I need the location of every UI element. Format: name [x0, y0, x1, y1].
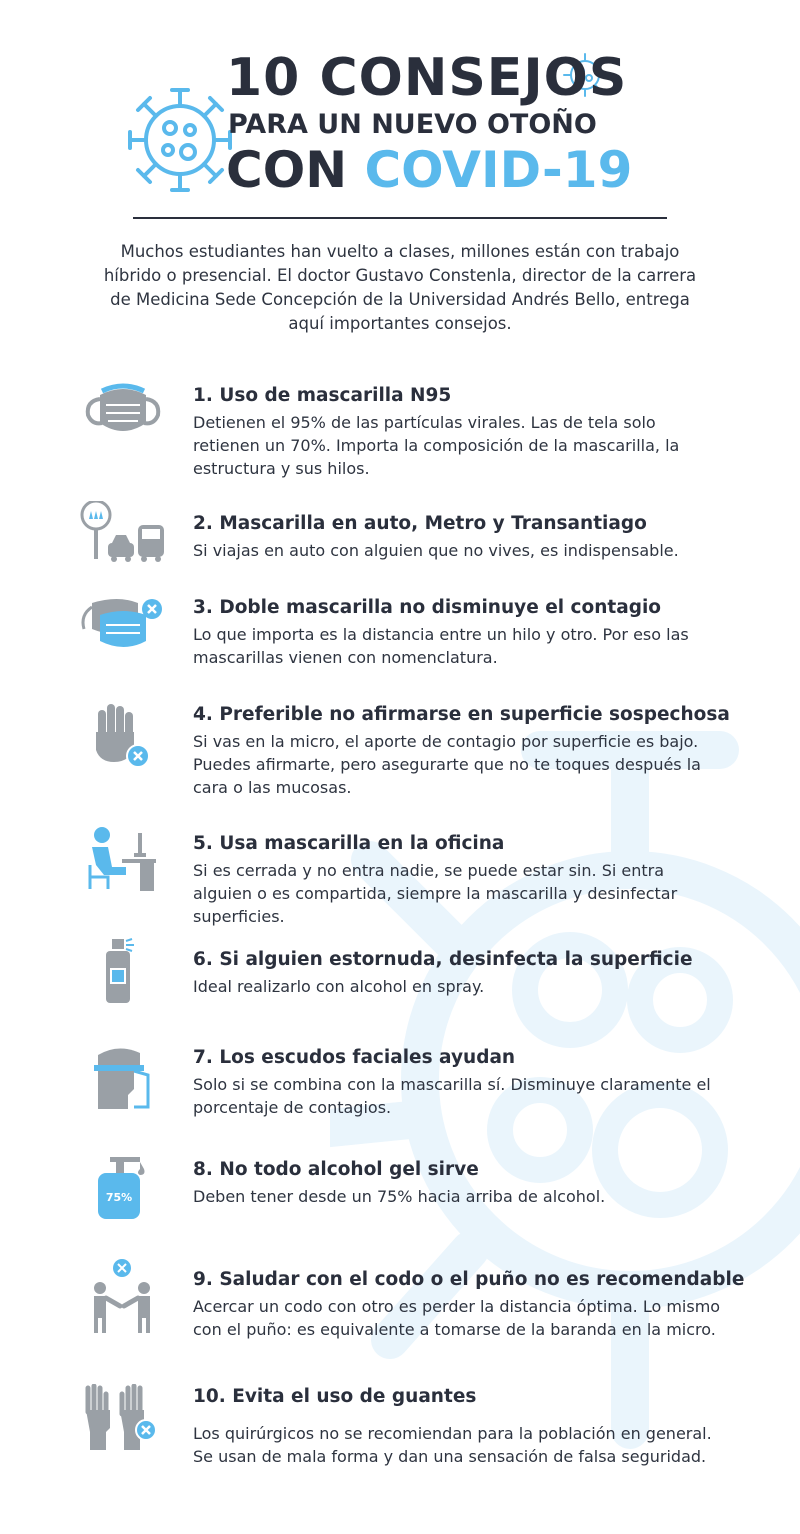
title-line-2: PARA UN NUEVO OTOÑO [228, 109, 597, 140]
tip-body: Ideal realizarlo con alcohol en spray. [193, 977, 485, 996]
tip-title: 6. Si alguien estornuda, desinfecta la superficie [193, 949, 693, 970]
title-line-3-prefix: CON [226, 141, 365, 199]
tip-body: Acercar un codo con otro es perder la distancia óptima. Lo mismo con el puño: es equivalente a tomarse de la baranda en la micro. [193, 1297, 721, 1339]
face-mask-icon [78, 383, 168, 453]
title-highlight: COVID-19 [364, 141, 633, 199]
tip-title: 9. Saludar con el codo o el puño no es recomendable [193, 1269, 745, 1290]
tip-body: Deben tener desde un 75% hacia arriba de alcohol. [193, 1187, 606, 1206]
tip-body: Solo si se combina con la mascarilla sí. Disminuye claramente el porcentaje de contagios. [193, 1075, 711, 1117]
header-divider [133, 217, 667, 219]
double-mask-icon [78, 595, 168, 665]
tip-body: Los quirúrgicos no se recomiendan para la población en general. Se usan de mala forma y dan una sensación de falsa seguridad. [193, 1424, 712, 1466]
tip-title: 8. No todo alcohol gel sirve [193, 1159, 479, 1180]
office-worker-icon [78, 825, 168, 895]
spray-icon [78, 937, 168, 1007]
elbow-greeting-icon [78, 1253, 168, 1333]
tip-body: Si es cerrada y no entra nadie, se puede estar sin. Si entra alguien o es compartida, siempre la mascarilla y desinfectar superficies. [193, 861, 678, 926]
tip-title: 2. Mascarilla en auto, Metro y Transantiago [193, 513, 647, 534]
tip-title: 7. Los escudos faciales ayudan [193, 1047, 516, 1068]
tip-title: 3. Doble mascarilla no disminuye el contagio [193, 597, 661, 618]
tip-body: Lo que importa es la distancia entre un hilo y otro. Por eso las mascarillas vienen con nomenclatura. [193, 625, 689, 667]
title-line-3 [226, 140, 632, 200]
intro-paragraph: Muchos estudiantes han vuelto a clases, millones están con trabajo híbrido o presencial. El doctor Gustavo Constenla, director de la carrera de Medicina Sede Concepción de la Universidad Andrés Bello, entrega aquí importantes consejos. [103, 242, 697, 333]
transport-icon [78, 501, 168, 571]
sanitizer-label: 75% [105, 1191, 133, 1204]
tip-body: Si viajas en auto con alguien que no vives, es indispensable. [193, 541, 679, 560]
virus-icon [120, 80, 240, 200]
header [0, 0, 800, 230]
gloves-icon [78, 1384, 168, 1454]
hand-stop-icon [78, 702, 168, 772]
face-shield-icon [78, 1045, 168, 1115]
title-line-1: 10 CONSEJOS [226, 48, 628, 108]
tip-title: 5. Usa mascarilla en la oficina [193, 833, 505, 854]
tip-title: 4. Preferible no afirmarse en superficie sospechosa [193, 704, 730, 725]
tip-body: Detienen el 95% de las partículas virales. Las de tela solo retienen un 70%. Importa la composición de la mascarilla, la estructura y sus hilos. [193, 413, 680, 478]
tip-body: Si vas en la micro, el aporte de contagio por superficie es bajo. Puedes afirmarte, pero asegurarte que no te toques después la cara o las mucosas. [193, 732, 701, 797]
tip-title: 1. Uso de mascarilla N95 [193, 385, 452, 406]
sanitizer-icon [78, 1155, 168, 1225]
tip-title: 10. Evita el uso de guantes [193, 1386, 477, 1407]
